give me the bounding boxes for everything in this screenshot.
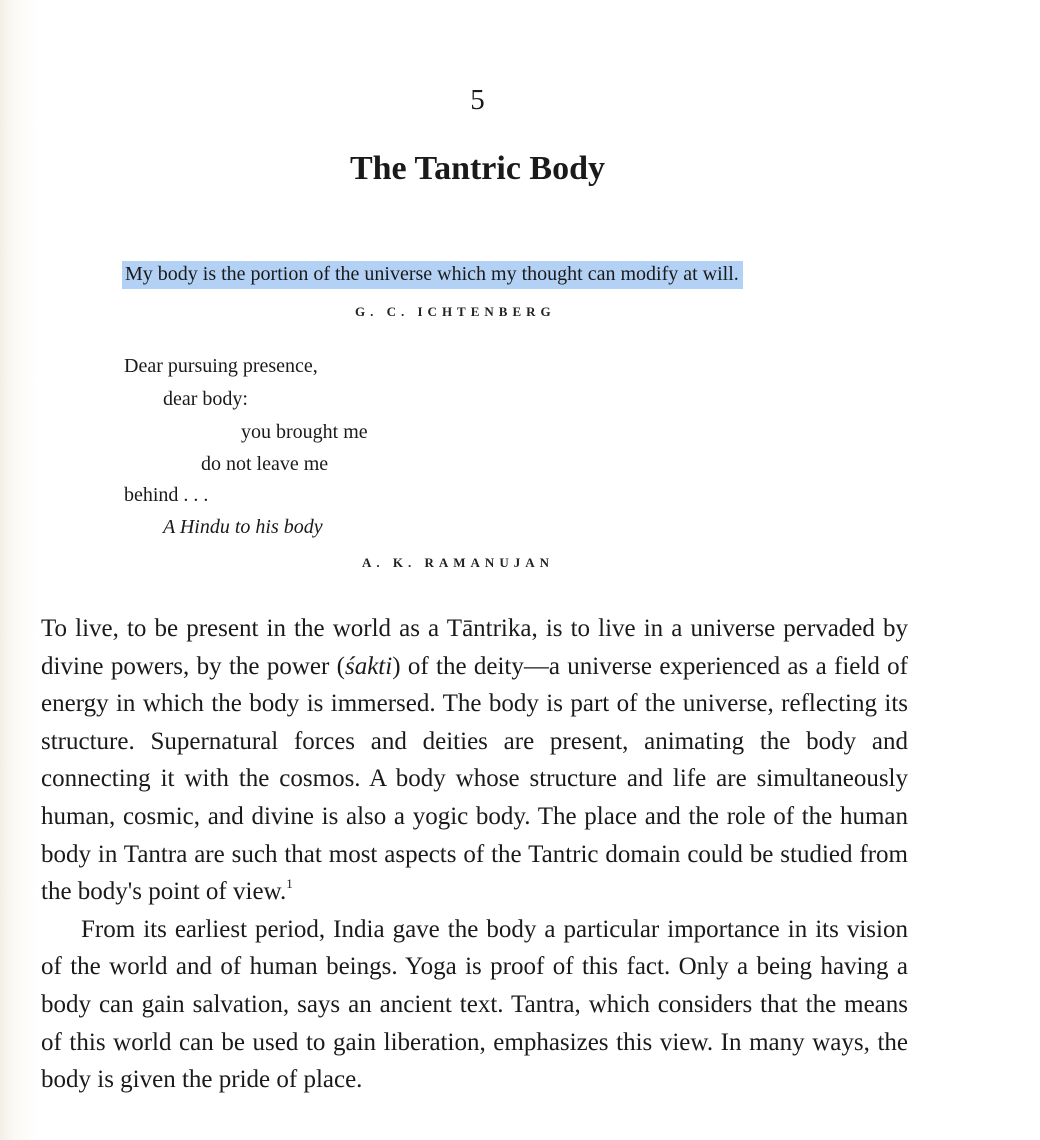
footnote-marker[interactable]: 1 [286,876,293,892]
body-text [41,610,908,1099]
paragraph-text: To live, to be present in the world as a Tāntrika, is to live in a universe pervaded by divine powers, by the power ( [41,615,908,680]
epigraph-quote[interactable] [122,263,743,286]
poem-line: dear body: [163,388,248,410]
poem-line: behind . . . [124,484,209,506]
poem-line: you brought me [241,421,368,443]
poem-attribution: A. K. RAMANUJAN [362,555,554,570]
poem-line: do not leave me [201,453,329,475]
poem-title-line: A Hindu to his body [163,516,323,538]
chapter-number: 5 [470,84,485,116]
text-highlight[interactable]: My body is the portion of the universe which my thought can modify at will. [122,261,743,289]
paragraph: From its earliest period, India gave the body a particular importance in its vision of the world and of human beings. Yoga is proof of this fact. Only a being having a body can gain salvation, says an ancient text. Tantra, which considers that the means of this world can be used to gain liberation, emphasizes this view. In many ways, the body is given the pride of place. [41,915,908,1094]
sanskrit-term: śakti [344,652,393,680]
paragraph [41,610,908,911]
chapter-title: The Tantric Body [349,150,606,187]
paragraph-text: ) of the deity—a universe experienced as a field of energy in which the body is immersed. The body is part of the universe, reflecting its structure. Supernatural forces and deities are present, animating the body and connecting it with the cosmos. A body whose structure and life are simultaneously human, cosmic, and divine is also a yogic body. The place and the role of the human body in Tantra are such that most aspects of the Tantric domain could be studied from the body's point of view. [41,652,908,906]
poem-line: Dear pursuing presence, [124,355,318,377]
epigraph-attribution: G. C. ICHTENBERG [355,304,556,319]
